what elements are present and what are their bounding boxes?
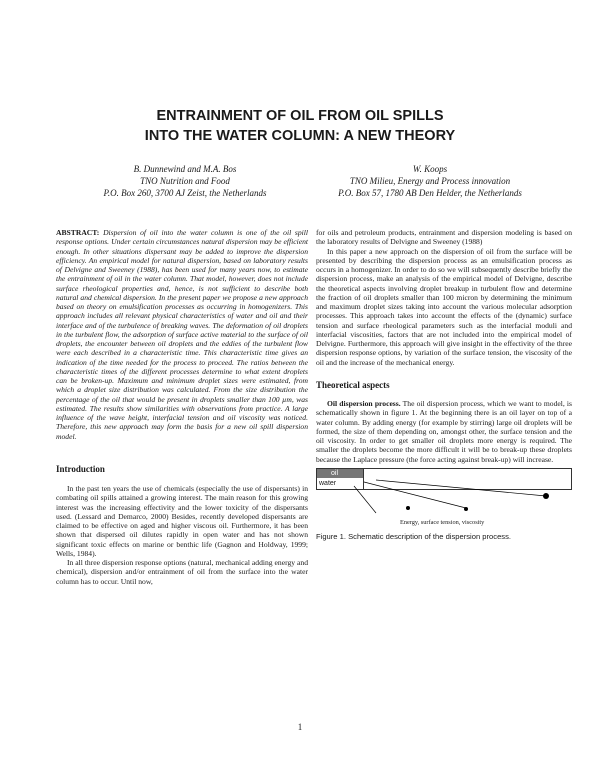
oil-dispersion-text: The oil dispersion process, which we want to model, is schematically shown in figure 1. At the beginning there is an oil layer on top of a water column. By adding energy (for example by stirring) large oil droplets will be formed, the size of them depending on, amongst other, the surface tension and the oil viscosity. In order to get smaller oil droplets more energy is required. The smaller the droplets become the more difficult it will be to break-up these droplets because the Laplace pressure (the force acting against break-up) will increase. — [316, 399, 572, 464]
author-block-2 — [310, 163, 550, 199]
figure-1-diagram — [316, 468, 572, 528]
droplet-large — [543, 493, 549, 499]
author-address: P.O. Box 260, 3700 AJ Zeist, the Netherlands — [103, 188, 267, 198]
author-names: B. Dunnewind and M.A. Bos — [133, 164, 237, 174]
author-org: TNO Milieu, Energy and Process innovation — [349, 176, 511, 186]
introduction-heading: Introduction — [56, 463, 105, 474]
abstract-text: Dispersion of oil into the water column is one of the oil spill response options. Under certain circumstances natural dispersion may be efficient enough. In other situations dispersant may be added to improve the dispersion efficiency. An empirical model for natural dispersion, based on laboratory results of Delvigne and Sweeney (1988), has been used for many years now, to estimate the entrainment of oil in the water column. That model, however, does not include surface rheological properties and, hence, is not sufficient to describe both natural and chemical dispersion. In the present paper we propose a new approach based on theory on emulsification processes as occurring in homogenizers. This approach includes all relevant physical characteristics of water and oil and their interface and of the turbulence of breaking waves. The deformation of oil droplets in the turbulent flow, the adsorption of surface active material to the surface of oil droplets, the encounter between oil droplets and the eddies of the turbulent flow were each described in a characteristic time. This characteristic time gives an indication of the time needed for the process to proceed. The ratios between the characteristic times of the different processes determine to what extent droplets can be broken-up. Maximum and minimum droplet sizes were estimated, from which a droplet size distribution was calculated. From the size distribution the percentage of the oil that would be present in droplets smaller than 100 µm, was estimated. The results show similarities with observations from practice. A large influence of the wave height, interfacial tension and oil viscosity was noticed. Therefore, this new approach may form the basis for a new oil spill dispersion model. — [56, 228, 309, 441]
author-block-1 — [70, 163, 300, 199]
oil-dispersion-paragraph — [316, 399, 572, 464]
right-paragraph-1: for oils and petroleum products, entrainment and dispersion modeling is based on the laboratory results of Delvigne and Sweeney (1988) — [316, 228, 572, 247]
oil-layer: oil — [317, 469, 363, 478]
arrow-label: Energy, surface tension, viscosity — [400, 518, 485, 526]
water-layer: water — [319, 479, 337, 487]
left-column — [56, 228, 308, 586]
theoretical-aspects-heading: Theoretical aspects — [316, 379, 390, 390]
arrow-right — [376, 480, 546, 496]
abstract-label: ABSTRACT: — [56, 228, 100, 237]
oil-dispersion-label: Oil dispersion process. — [327, 399, 401, 408]
intro-paragraph-2: In all three dispersion response options (natural, mechanical adding energy and chemical), dispersion and/or entrainment of oil from the surface into the water column has to occur. Until now, — [56, 558, 308, 586]
title-line-2: INTO THE WATER COLUMN: A NEW THEORY — [144, 128, 456, 144]
author-address: P.O. Box 57, 1780 AB Den Helder, the Netherlands — [338, 188, 522, 198]
paper-title — [0, 106, 600, 146]
title-line-1: ENTRAINMENT OF OIL FROM OIL SPILLS — [156, 108, 444, 124]
right-paragraph-2: In this paper a new approach on the dispersion of oil from the surface will be presented by describing the dispersion process as an emulsification process as occurs in a homogenizer. In order to do so we will subsequently describe briefly the dispersion process, make an analysis of the empirical model of Delvigne, describe the theoretical aspects involving droplet breakup in turbulent flow and determine the fraction of oil droplets smaller than 100 micron by determining the minimum and maximum droplet sizes taking into account the various molecular adsorption processes. This approach takes into account the effects of the (dynamic) surface tension and surface rheological parameters such as the interfacial moduli and interfacial viscosities, factors that are not included into the empirical model of Delvigne. Furthermore, this approach will give insight in the effectivity of the three dispersion response options, by variation of the surface tension, the viscosity of the oil and the increase of the mechanical energy. — [316, 246, 572, 367]
right-column — [316, 228, 572, 541]
abstract — [56, 228, 308, 441]
author-org: TNO Nutrition and Food — [140, 176, 230, 186]
arrow-left — [354, 486, 376, 513]
arrow-middle — [364, 482, 466, 508]
author-names: W. Koops — [412, 164, 448, 174]
intro-paragraph-1: In the past ten years the use of chemicals (especially the use of dispersants) in combating oil spills attained a growing interest. The main reason for this growing interest was the increasing effectivity and the lower toxicity of the dispersants used. (Lessard and Demarco, 2000) Besides, recently developed dispersants are claimed to be effective on aged and higher viscous oil. Furthermore, it has been shown that dispersed oil dilutes rapidly in open water and has not shown significant toxic effects on marine or benthic life (Gagnon and Holdway, 1999; Wells, 1984). — [56, 484, 308, 558]
page-number: 1 — [297, 722, 303, 732]
figure-caption: Figure 1. Schematic description of the dispersion process. — [316, 531, 512, 541]
droplet-medium — [464, 507, 468, 511]
droplet-small — [406, 506, 410, 510]
